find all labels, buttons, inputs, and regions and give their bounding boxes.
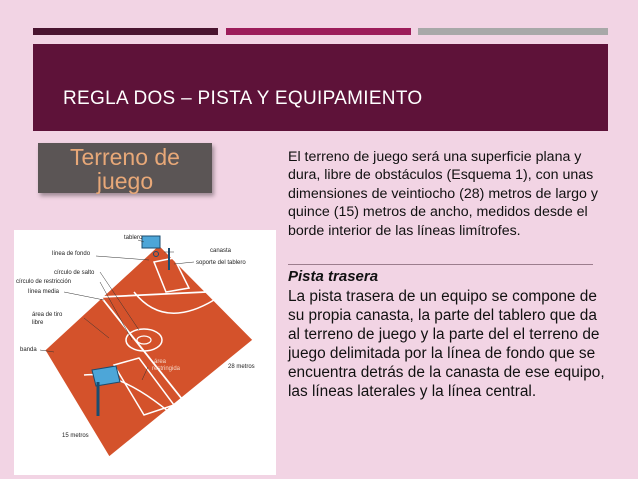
- intro-paragraph: El terreno de juego será una superficie plana y dura, libre de obstáculos (Esquema 1), con unas dimensiones de veintiocho (28) metros de largo y quince (15) metros de ancho, medidos desde el borde interior de las líneas limítrofes.: [288, 149, 598, 239]
- label-linea-fondo: línea de fondo: [52, 251, 91, 257]
- divider: [288, 264, 593, 265]
- label-circulo-salto: círculo de salto: [54, 270, 95, 276]
- label-canasta: canasta: [210, 248, 232, 254]
- label-15-metros: 15 metros: [62, 433, 89, 439]
- label-soporte: soporte del tablero: [196, 260, 246, 266]
- accent-bar-dark: [33, 28, 218, 35]
- slide-title: REGLA DOS – PISTA Y EQUIPAMIENTO: [63, 88, 423, 109]
- label-area-restringida: área: [154, 359, 167, 365]
- subheading: Pista trasera: [288, 268, 379, 285]
- near-backboard: [92, 366, 120, 386]
- far-backboard: [142, 236, 160, 248]
- label-linea-media: línea media: [28, 289, 60, 295]
- court-diagram: [14, 230, 276, 475]
- label-28-metros: 28 metros: [228, 364, 255, 370]
- label-tablero: tablero: [124, 235, 143, 241]
- accent-bar-magenta: [226, 28, 411, 35]
- title-banner: [33, 44, 608, 131]
- label-banda: banda: [20, 347, 37, 353]
- label-area-tiro-libre: área de tiro: [32, 312, 63, 318]
- court-svg: [14, 230, 276, 475]
- label-libre: libre: [32, 320, 44, 326]
- body-paragraph: La pista trasera de un equipo se compone de su propia canasta, la parte del tablero que da al terreno de juego y la parte del el terreno de juego delimitada por la línea de fondo que se encuentra detrás de la canasta de ese equipo, las líneas laterales y la línea central.: [288, 288, 605, 400]
- section-label-line1: Terreno de: [70, 144, 180, 170]
- accent-bar-gray: [418, 28, 608, 35]
- label-circulo-restriccion: círculo de restricción: [16, 279, 72, 285]
- top-accent-bars: [33, 28, 608, 35]
- section-label-box: [38, 143, 212, 193]
- label-restringida: restringida: [152, 366, 181, 372]
- section-label-line2: juego: [96, 168, 154, 194]
